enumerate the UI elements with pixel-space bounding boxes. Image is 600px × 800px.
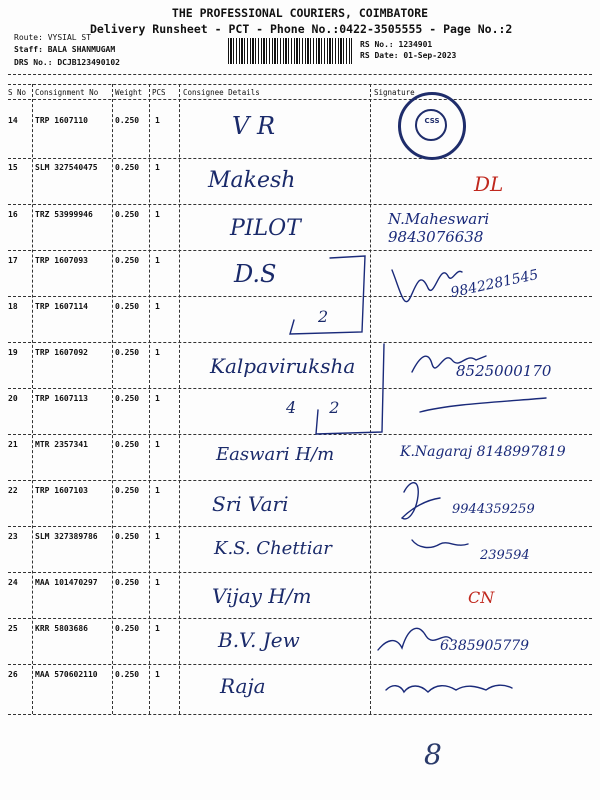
row-weight: 0.250 (115, 440, 140, 449)
row-pcs: 1 (155, 348, 160, 357)
row-pcs: 1 (155, 210, 160, 219)
row-consignment: TRP 1607103 (35, 486, 88, 495)
row-consignment: TRZ 53999946 (35, 210, 93, 219)
row-weight: 0.250 (115, 163, 140, 172)
row-consignment: MAA 101470297 (35, 578, 98, 587)
row-sno: 21 (8, 440, 18, 449)
row-sno: 19 (8, 348, 18, 357)
row-consignee: Makesh (208, 168, 296, 193)
row-pcs: 1 (155, 532, 160, 541)
row-consignment: TRP 1607092 (35, 348, 88, 357)
row-consignment: KRR 5803686 (35, 624, 88, 633)
row-consignee: 2 (318, 307, 329, 326)
row-note: 9944359259 (452, 502, 535, 517)
row-pcs: 1 (155, 163, 160, 172)
stamp-text: CSS (424, 117, 440, 125)
row-note: N.Maheswari 9843076638 (388, 210, 490, 246)
signature-scribble-23 (412, 540, 468, 547)
col-signature: Signature (374, 88, 415, 97)
row-consignment: SLM 327540475 (35, 163, 98, 172)
row-note: 8525000170 (456, 362, 552, 380)
row-pcs: 1 (155, 486, 160, 495)
row-note: DL (474, 172, 504, 196)
row-consignee: Sri Vari (212, 492, 289, 516)
drs-number: DRS No.: DCJB123490102 (14, 58, 120, 67)
signature-scribble-22 (402, 483, 440, 519)
row-sno: 17 (8, 256, 18, 265)
row-consignment: MTR 2357341 (35, 440, 88, 449)
signature-scribble-25 (378, 628, 452, 650)
row-sno: 16 (8, 210, 18, 219)
signature-scribble-18 (392, 270, 462, 302)
row-note: K.Nagaraj 8148997819 (400, 444, 566, 460)
route-label: Route: VYSIAL ST (14, 33, 92, 42)
company-title: THE PROFESSIONAL COURIERS, COIMBATORE (171, 6, 429, 20)
row-weight: 0.250 (115, 348, 140, 357)
row-pcs: 1 (155, 440, 160, 449)
row-pcs: 1 (155, 256, 160, 265)
row-consignee: Easwari H/m (216, 444, 335, 465)
row-pcs: 1 (155, 302, 160, 311)
row-sno: 22 (8, 486, 18, 495)
page-mark: 8 (424, 738, 442, 771)
col-pcs: PCS (152, 88, 166, 97)
row-consignee: Vijay H/m (212, 584, 312, 608)
staff-label: Staff: BALA SHANMUGAM (14, 45, 116, 54)
runsheet-title: Delivery Runsheet - PCT - Phone No.:0422-3505555 - Page No.:2 (90, 22, 513, 36)
row-sno: 24 (8, 578, 18, 587)
row-consignment: TRP 1607093 (35, 256, 88, 265)
col-weight: Weight (115, 88, 143, 97)
row-pcs: 1 (155, 670, 160, 679)
row-sno: 18 (8, 302, 18, 311)
row-weight: 0.250 (115, 532, 140, 541)
signature-scribble-26 (386, 685, 512, 692)
row-weight: 0.250 (115, 624, 140, 633)
row-note: 9842281545 (449, 266, 540, 302)
col-consignment: Consignment No (35, 88, 99, 97)
row-weight: 0.250 (115, 486, 140, 495)
row-consignee: D.S (234, 260, 277, 288)
row-consignee: PILOT (230, 216, 301, 241)
row-consignee: B.V. Jew (218, 628, 300, 652)
row-sno: 25 (8, 624, 18, 633)
signature-scribble-19 (412, 356, 486, 372)
bracket-stroke (316, 344, 384, 434)
row-weight: 0.250 (115, 210, 140, 219)
row-weight: 0.250 (115, 256, 140, 265)
row-weight: 0.250 (115, 116, 140, 125)
col-consignee: Consignee Details (183, 88, 260, 97)
row-consignment: TRP 1607110 (35, 116, 88, 125)
row-consignee: 4 2 (286, 398, 340, 417)
rs-date: RS Date: 01-Sep-2023 (360, 51, 457, 60)
row-note: CN (468, 588, 495, 607)
row-consignee: V R (232, 112, 276, 140)
row-consignment: TRP 1607113 (35, 394, 88, 403)
row-consignee: K.S. Chettiar (214, 538, 332, 559)
col-sno: S No (8, 88, 27, 97)
row-weight: 0.250 (115, 670, 140, 679)
row-sno: 15 (8, 163, 18, 172)
row-pcs: 1 (155, 116, 160, 125)
row-sno: 20 (8, 394, 18, 403)
row-consignment: TRP 1607114 (35, 302, 88, 311)
row-sno: 23 (8, 532, 18, 541)
row-pcs: 1 (155, 578, 160, 587)
row-weight: 0.250 (115, 578, 140, 587)
row-note: 239594 (480, 548, 530, 563)
row-consignment: MAA 570602110 (35, 670, 98, 679)
row-consignee: Kalpaviruksha (210, 354, 356, 378)
row-sno: 26 (8, 670, 18, 679)
row-sno: 14 (8, 116, 18, 125)
bracket-stroke (290, 256, 365, 334)
row-consignee: Raja (220, 674, 266, 698)
row-note: 6385905779 (440, 638, 530, 654)
row-weight: 0.250 (115, 394, 140, 403)
signature-scribble-19b (420, 398, 546, 412)
row-weight: 0.250 (115, 302, 140, 311)
row-pcs: 1 (155, 394, 160, 403)
row-pcs: 1 (155, 624, 160, 633)
row-consignment: SLM 327389786 (35, 532, 98, 541)
rs-number: RS No.: 1234901 (360, 40, 433, 49)
